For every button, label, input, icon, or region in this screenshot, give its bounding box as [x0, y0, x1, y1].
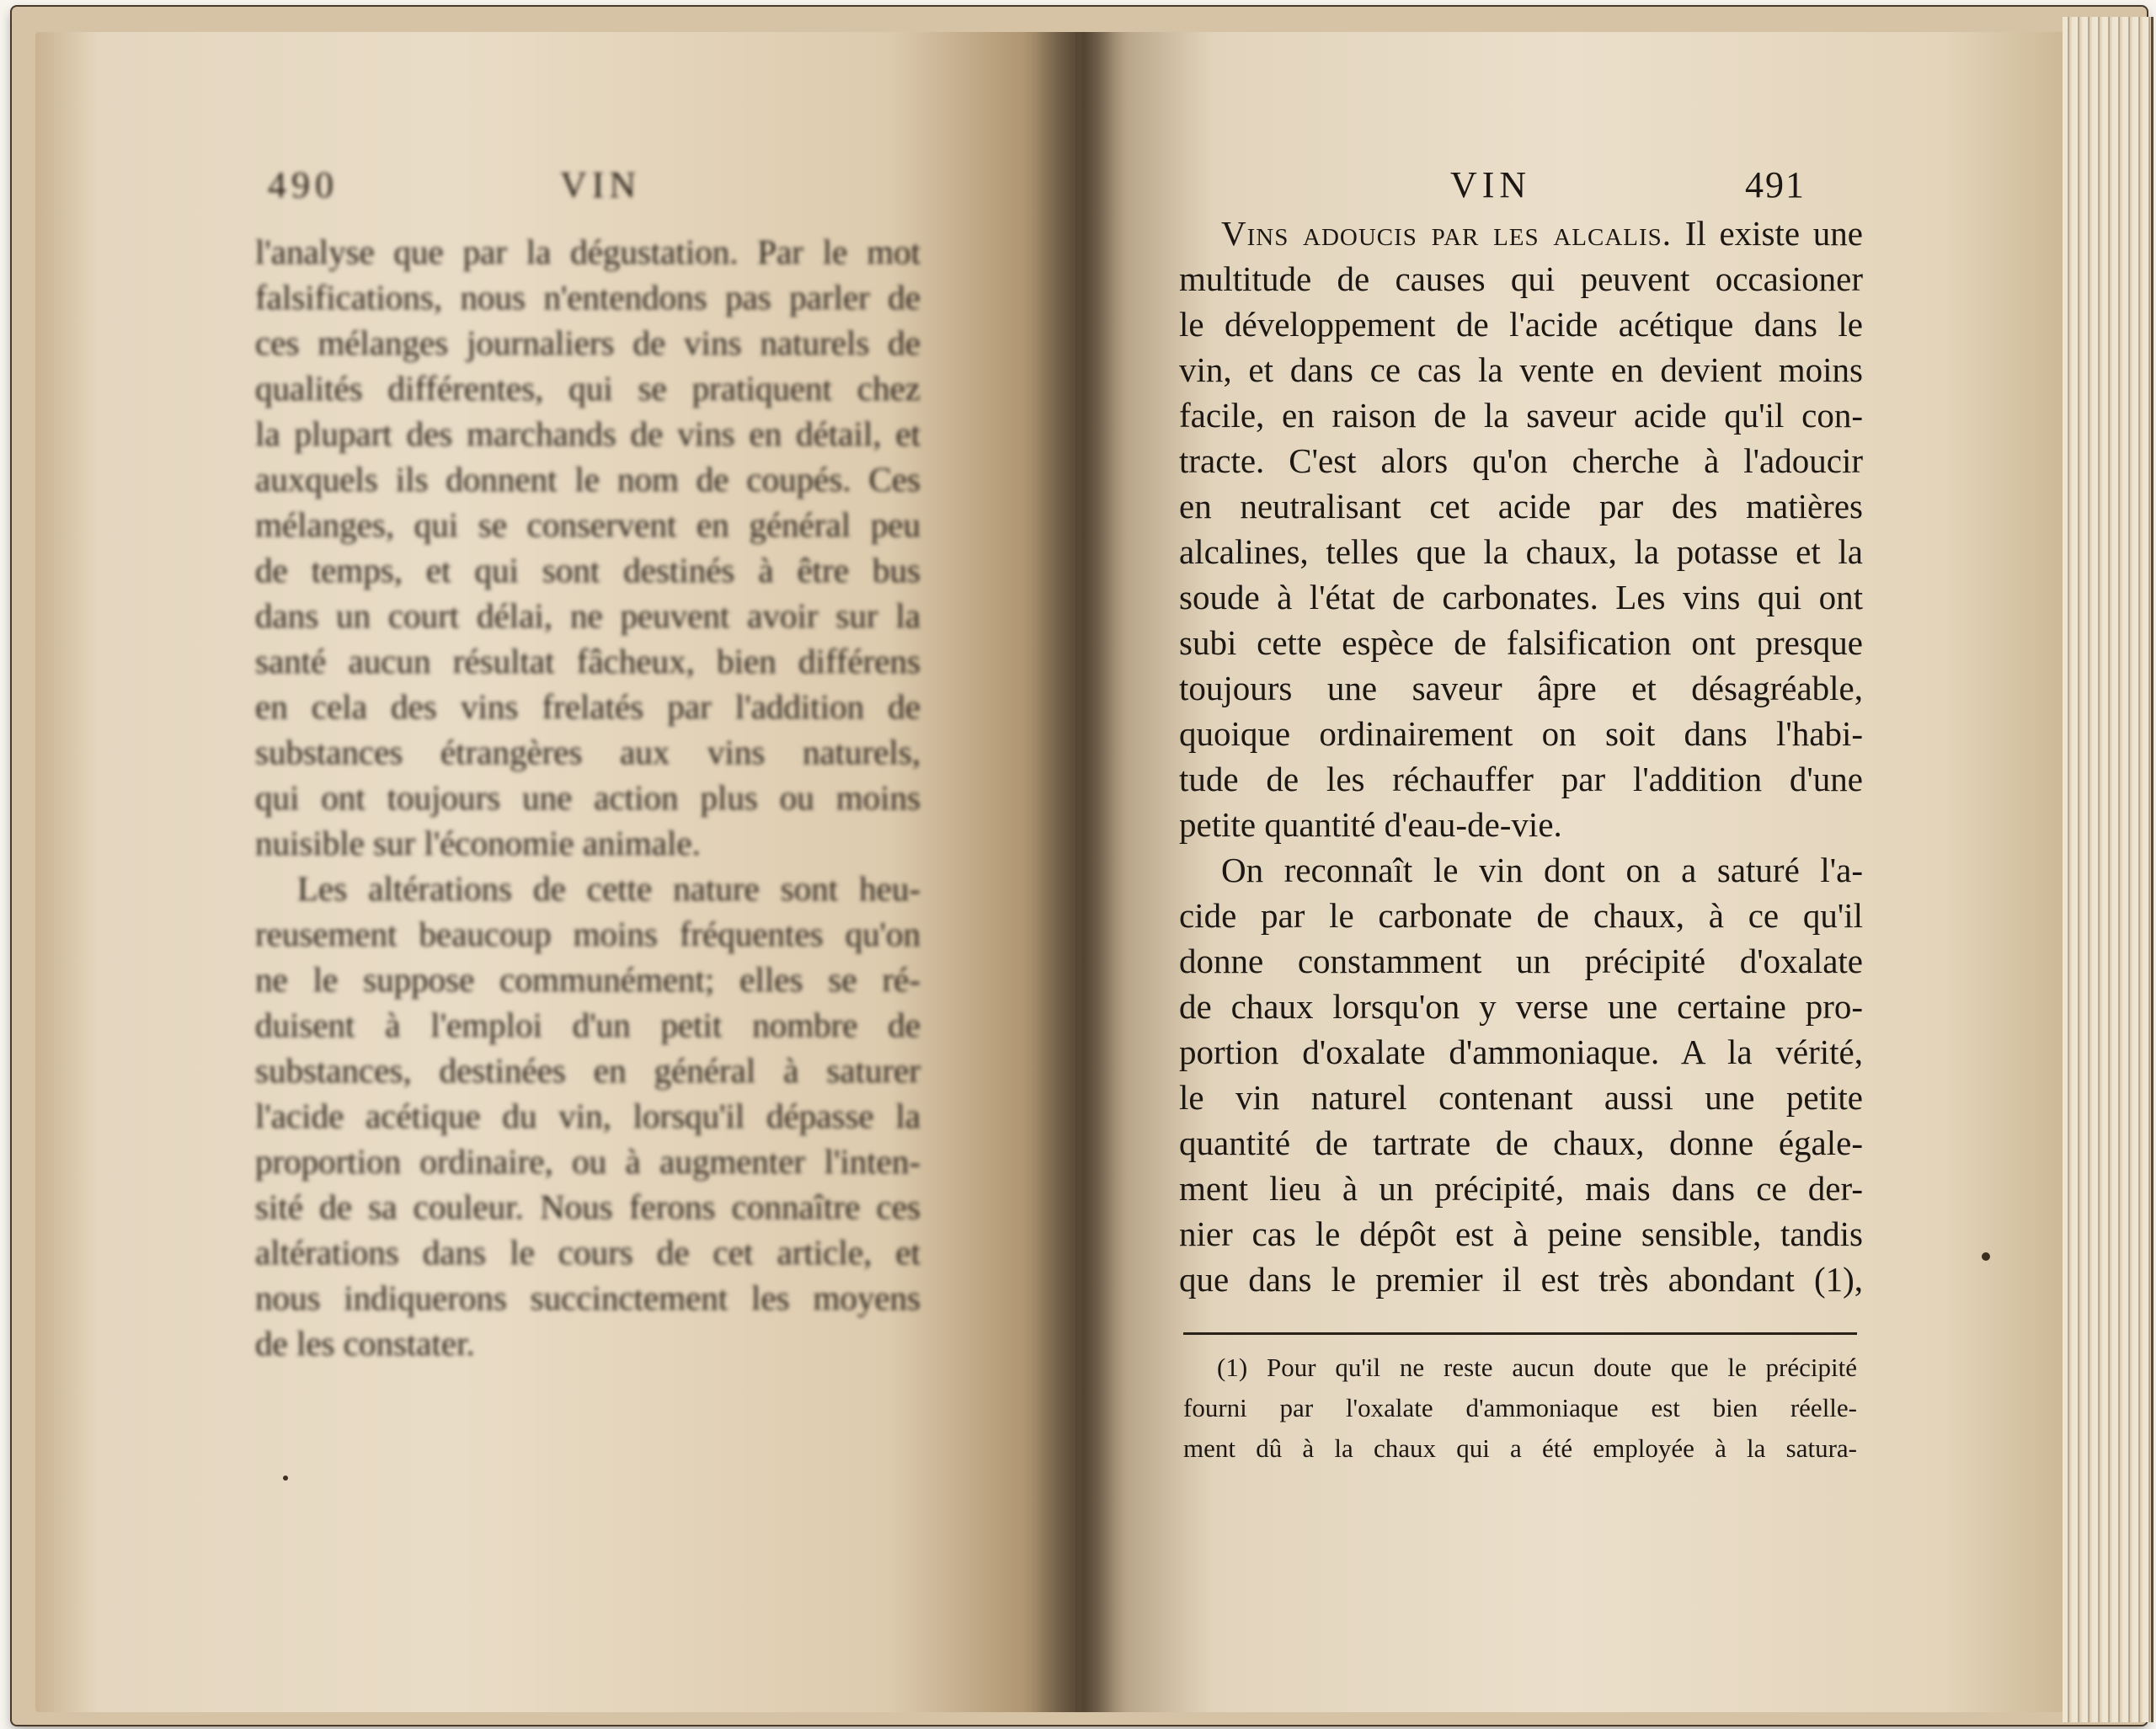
text-line: Les altérations de cette nature sont heu-	[297, 869, 921, 908]
text-line: mélanges, qui se conservent en général peu	[255, 505, 921, 544]
left-page-text	[255, 229, 921, 1366]
text-line: de les constater.	[255, 1324, 475, 1363]
paper-speck	[283, 1476, 288, 1481]
text-line: duisent à l'emploi d'un petit nombre de	[255, 1006, 921, 1044]
text-line: toujours une saveur âpre et désagréable,	[1179, 669, 1863, 707]
text-line: (1) Pour qu'il ne reste aucun doute que le précipité	[1217, 1353, 1857, 1382]
text-line: la plupart des marchands de vins en détail, et	[255, 414, 921, 453]
text-line: dans un court délai, ne peuvent avoir sur la	[255, 596, 921, 635]
text-line: nous indiquerons succinctement les moyens	[255, 1278, 921, 1317]
text-line: l'analyse que par la dégustation. Par le mot	[255, 232, 921, 271]
text-line: portion d'oxalate d'ammoniaque. A la vérité,	[1179, 1033, 1863, 1071]
text-line: en cela des vins frelatés par l'addition de	[255, 687, 921, 726]
footnote-rule	[1183, 1332, 1857, 1335]
text-line: ne le suppose communément; elles se ré-	[255, 960, 921, 999]
footnote	[1183, 1347, 1857, 1469]
right-page-number: 491	[1745, 164, 1806, 205]
text-line: donne constamment un précipité d'oxalate	[1179, 942, 1863, 980]
text-line: ment dû à la chaux qui a été employée à la satura-	[1183, 1433, 1857, 1463]
text-line: cide par le carbonate de chaux, à ce qu'il	[1179, 896, 1863, 935]
text-line: le vin naturel contenant aussi une petite	[1179, 1078, 1863, 1117]
text-line: vin, et dans ce cas la vente en devient moins	[1179, 350, 1863, 389]
section-first-line-text: Il existe une	[1684, 214, 1863, 253]
text-line: fourni par l'oxalate d'ammoniaque est bien réelle-	[1183, 1393, 1857, 1422]
paper-speck	[1982, 1252, 1990, 1261]
text-line: que dans le premier il est très abondant (1),	[1179, 1260, 1863, 1299]
text-line: qualités différentes, qui se pratiquent chez	[255, 369, 921, 408]
text-line: de chaux lorsqu'on y verse une certaine pro-	[1179, 987, 1863, 1026]
text-line: ment lieu à un précipité, mais dans ce der-	[1179, 1169, 1863, 1208]
text-line: tude de les réchauffer par l'addition d'une	[1179, 760, 1863, 798]
text-line: l'acide acétique du vin, lorsqu'il dépasse la	[255, 1097, 921, 1135]
section-title: Vins adoucis par les alcalis.	[1221, 214, 1673, 253]
text-line: substances étrangères aux vins naturels,	[255, 733, 921, 771]
text-line: quantité de tartrate de chaux, donne égale-	[1179, 1123, 1863, 1162]
text-line: santé aucun résultat fâcheux, bien différens	[255, 642, 921, 680]
section-first-line	[1179, 211, 1863, 256]
text-line: subi cette espèce de falsification ont presque	[1179, 623, 1863, 662]
text-line: quoique ordinairement on soit dans l'habi-	[1179, 714, 1863, 753]
text-line: tracte. C'est alors qu'on cherche à l'adoucir	[1179, 441, 1863, 480]
text-line: altérations dans le cours de cet article, et	[255, 1233, 921, 1272]
text-line: sité de sa couleur. Nous ferons connaître ces	[255, 1187, 921, 1226]
text-line: alcalines, telles que la chaux, la potasse et la	[1179, 532, 1863, 571]
text-line: le développement de l'acide acétique dans le	[1179, 305, 1863, 344]
left-page-number: 490	[268, 164, 339, 205]
text-line: reusement beaucoup moins fréquentes qu'on	[255, 915, 921, 953]
text-line: multitude de causes qui peuvent occasioner	[1179, 259, 1863, 298]
page-edges	[2063, 17, 2153, 1722]
text-line: nuisible sur l'économie animale.	[255, 824, 701, 862]
text-line: substances, destinées en général à saturer	[255, 1051, 921, 1090]
text-line: On reconnaît le vin dont on a saturé l'a-	[1221, 851, 1863, 889]
text-line: falsifications, nous n'entendons pas parler de	[255, 278, 921, 317]
left-running-head: VIN	[560, 164, 642, 205]
text-line: auxquels ils donnent le nom de coupés. Ces	[255, 460, 921, 499]
text-line: ces mélanges journaliers de vins naturels de	[255, 323, 921, 362]
right-page-text	[1179, 211, 1863, 1302]
text-line: de temps, et qui sont destinés à être bus	[255, 551, 921, 590]
text-line: proportion ordinaire, ou à augmenter l'inten-	[255, 1142, 921, 1181]
right-running-head: VIN	[1450, 164, 1532, 205]
book-gutter	[1035, 32, 1128, 1712]
text-line: qui ont toujours une action plus ou moins	[255, 778, 921, 817]
text-line: facile, en raison de la saveur acide qu'il con-	[1179, 396, 1863, 435]
text-line: en neutralisant cet acide par des matières	[1179, 487, 1863, 526]
text-line: soude à l'état de carbonates. Les vins qui ont	[1179, 578, 1863, 616]
text-line: nier cas le dépôt est à peine sensible, tandis	[1179, 1214, 1863, 1253]
text-line: petite quantité d'eau-de-vie.	[1179, 805, 1562, 844]
